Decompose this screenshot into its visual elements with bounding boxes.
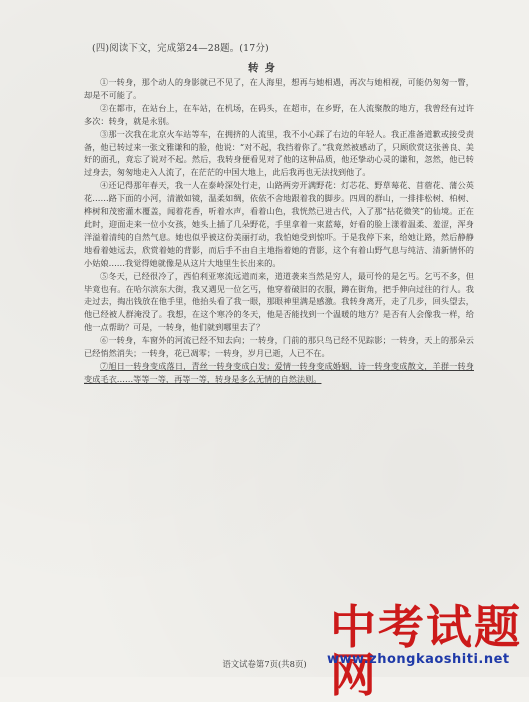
page-number: 语文试卷第7页(共8页) xyxy=(222,659,307,669)
paragraph-7: ⑦旭日一转身变成落日，青丝一转身变成白发；爱情一转身变成婚姻，诗一转身变成散文，羊群一转身变成毛衣……等等一等，再等一等，转身是多么无情的自然法则。 xyxy=(84,360,474,384)
article-title: 转身 xyxy=(248,62,281,74)
paragraph-2: ②在都市，在站台上，在车站，在机场，在码头，在超市，在乡野，在人流聚散的地方，我曾经有过许多次：转身，就是永别。 xyxy=(84,102,474,126)
paragraph-4: ④还记得那年春天，我一人在泰岭深处行走，山路两旁开满野花：灯芯花、野草莓花、苜蓿花、蒲公英花……路下面的小河，清澈如镜，温柔如绸，依依不舍地跟着我的脚步。四周的群山，一排排松树、柏树、桦树和茂密灌木覆盖，闻着花香，听着水声，看着山色，我恍然已进古代，入了那“拈花微笑”的仙境。正在此时，迎面走来一位小女孩，她头上插了几朵野花，手里拿着一束蓝莓，好看的脸上漾着温柔、羞涩，浑身洋溢着清纯的自然气息。她也似乎被这份美丽打动，我怕她受到惊吓。于是我停下来，给她让路，然后静静地看着她远去，欣赏着她的背影，而后手不由自主地指着她的背影，这个有着山野气息与纯洁、清新情怀的小姑娘……我觉得她就像是从这片大地里生长出来的。 xyxy=(84,180,474,268)
paragraph-1: ①一转身，那个动人的身影就已不见了，在人海里，想再与她相遇，再次与她相视，可能仍匆匆一瞥，却是不可能了。 xyxy=(84,77,474,100)
paragraph-5: ⑤冬天，已经很冷了，西伯利亚寒流远道而来，道道袭来当然是穷人，最可怜的是乞丐。乞丐不多，但毕竟也有。在哈尔滨东大街，我又遇见一位乞丐，他穿着破旧的衣服，蹲在街角，把手伸向过往的行人。我走过去，掏出钱放在他手里，他抬头看了我一眼，那眼神里满是感激。我转身离开，走了几步，回头望去，他已经被人群淹没了。我想，在这个寒冷的冬天，他是否能找到一个温暖的地方？是否有人会像我一样，给他一点帮助？可是，一转身，他们就到哪里去了？ xyxy=(84,270,474,333)
paragraph-6: ⑥一转身，车窗外的河流已经不知去向；一转身，门前的那只鸟已经不见踪影；一转身，天上的那朵云已经悄然消失；一转身，花已凋零；一转身，岁月已逝，人已不在。 xyxy=(84,335,474,359)
section-instruction: (四)阅读下文，完成第24—28题。(17分) xyxy=(92,43,269,54)
site-watermark-url[interactable]: www.zhongkaoshiti.net xyxy=(327,652,510,667)
site-watermark-logo: 中考试题网 xyxy=(330,600,522,702)
paragraph-3: ③那一次我在北京火车站等车，在拥挤的人流里，我不小心踩了右边的年轻人。我正准备道歉或接受责备，他已转过来一张文雅谦和的脸，他说：“对不起，我挡着你了。”我竟然被感动了，只顾欣赏这张善良、美好的面孔，竟忘了说对不起。然后，我转身便看见对了他的这种品质，他还挚动心灵的谦和，忽然，他已转过身去，匆匆地走入人流了，在茫茫的中国大地上，此后我再也无法找到他了。 xyxy=(84,128,474,178)
article-body xyxy=(84,76,474,386)
